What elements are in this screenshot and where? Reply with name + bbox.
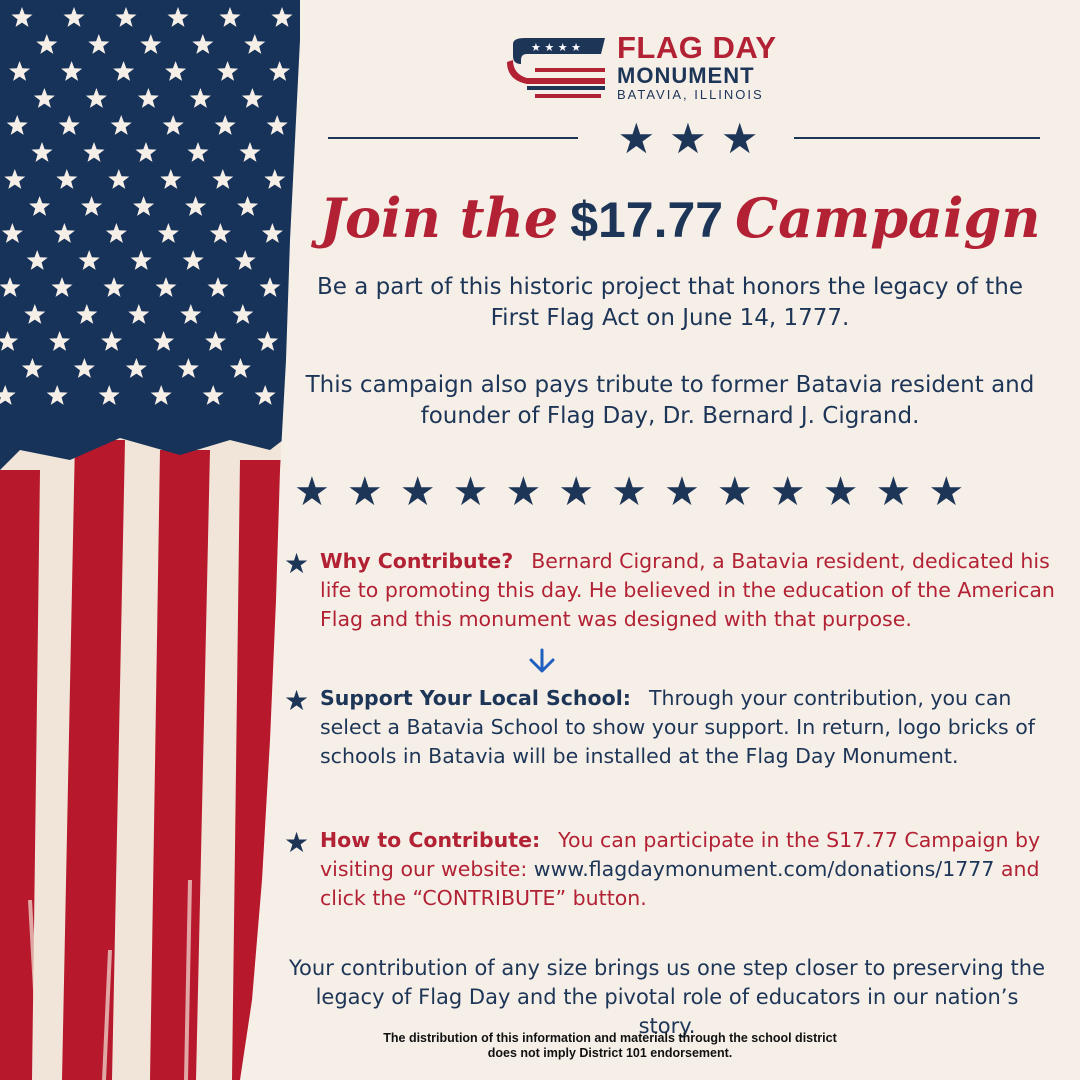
disclaimer-line-2: does not imply District 101 endorsement. [487, 1046, 733, 1060]
flag-ribbon-icon [505, 34, 610, 100]
logo-location: BATAVIA, ILLINOIS [617, 87, 764, 102]
arrow-down-icon [527, 648, 557, 674]
american-flag-graphic [0, 0, 300, 1080]
headline [300, 180, 1060, 270]
headline-amount: $17.77 [570, 192, 724, 248]
support-school-body: Through your contribution, you can select a Batavia School to show your support. In return, logo bricks of schools in Batavia will be installed at the Flag Day Monument. [320, 686, 1035, 768]
how-to-contribute-text [320, 826, 1060, 913]
svg-text:★ ★ ★ ★: ★ ★ ★ ★ [531, 41, 581, 54]
why-contribute-label: Why Contribute? [320, 549, 514, 573]
headline-suffix: Campaign [735, 186, 1041, 250]
logo-subtitle: MONUMENT [617, 63, 755, 88]
why-contribute-body: Bernard Cigrand, a Batavia resident, dedicated his life to promoting this day. He believed in the education of the American Flag and this monument was designed with that purpose. [320, 549, 1055, 631]
star-bullet-icon: ★ [284, 684, 310, 717]
divider-stars-icon: ★★★ [617, 114, 773, 163]
star-row-icon: ★★★★★★★★★★★★★ [294, 469, 982, 515]
intro-paragraph-2: This campaign also pays tribute to former Batavia resident and founder of Flag Day, Dr. Bernard J. Cigrand. [305, 372, 1035, 429]
intro-text [300, 272, 1040, 432]
closing-text: Your contribution of any size brings us one step closer to preserving the legacy of Flag Day and the pivotal role of educators in our nation’s story. [289, 956, 1045, 1038]
support-school-text [320, 684, 1060, 771]
intro-paragraph-1: Be a part of this historic project that honors the legacy of the First Flag Act on June 14, 1777. [316, 274, 1023, 331]
headline-prefix: Join the [319, 186, 559, 250]
support-school-label: Support Your Local School: [320, 686, 631, 710]
star-bullet-icon: ★ [284, 826, 310, 859]
divider-line-left [328, 137, 578, 139]
divider-line-right [794, 137, 1040, 139]
why-contribute-text [320, 547, 1060, 634]
disclaimer-line-1: The distribution of this information and materials through the school district [383, 1031, 837, 1045]
flag-day-monument-logo [505, 32, 805, 104]
disclaimer [300, 1031, 920, 1061]
how-to-contribute-body: You can participate in the S17.77 Campaign by visiting our website: [320, 828, 1041, 881]
how-to-contribute-tail: and click the “CONTRIBUTE” button. [320, 857, 1040, 910]
star-bullet-icon: ★ [284, 547, 310, 580]
how-to-contribute-label: How to Contribute: [320, 828, 541, 852]
donation-url-link[interactable]: www.flagdaymonument.com/donations/1777 [533, 857, 995, 881]
logo-title: FLAG DAY [617, 30, 777, 65]
